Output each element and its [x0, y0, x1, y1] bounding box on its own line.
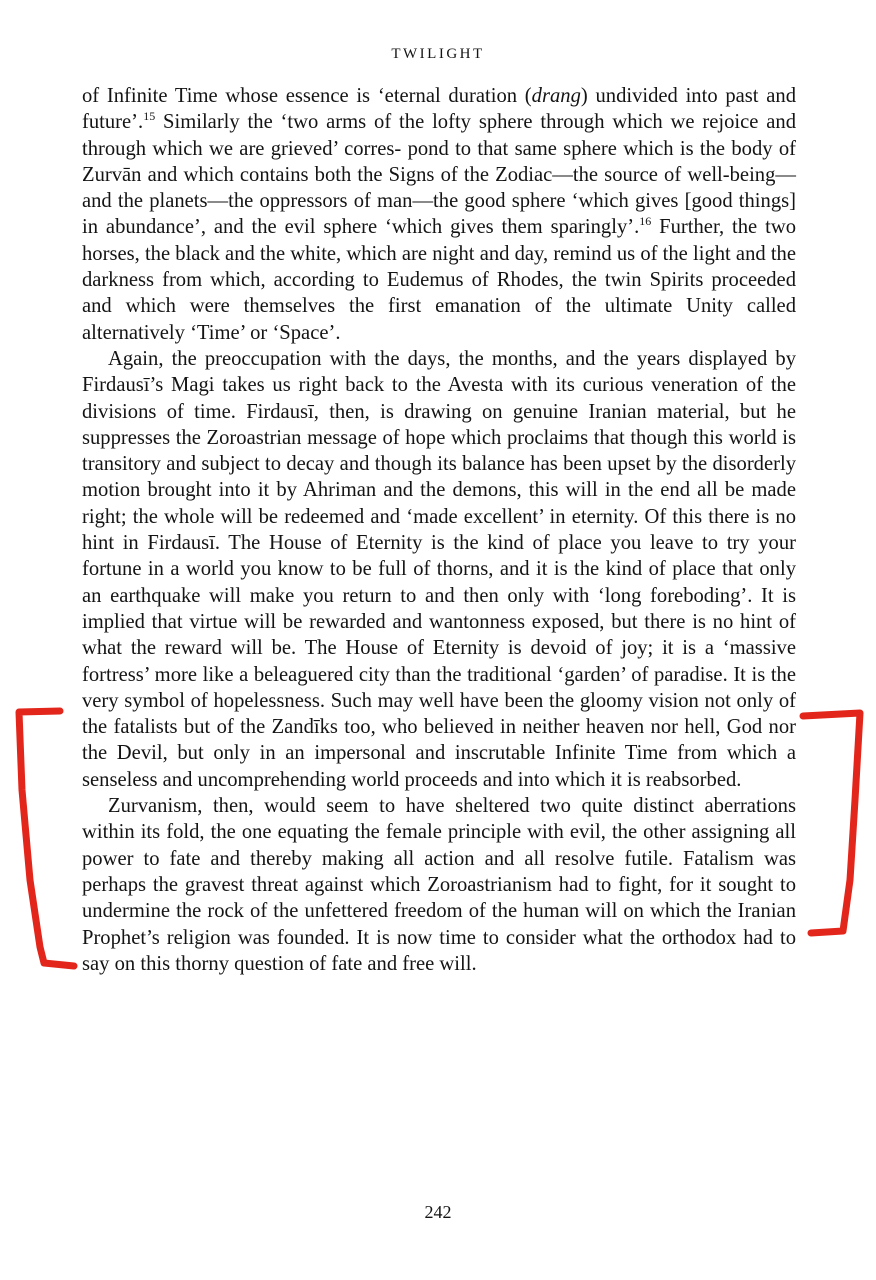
paragraph-3-text: Zurvanism, then, would seem to have sheltered two quite distinct aberrations within its fold, the one equating the female principle with evil, the other assigning all power to fate and thereby making all action and all resolve futile. Fatalism was perhaps the gravest threat against which Zoroastrianism had to fight, for it sought to undermine the rock of the unfettered freedom of the human will on which the Iranian Prophet’s religion was founded. It is now time to consider what the orthodox had to say on this thorny question of fate and free will. — [82, 795, 796, 975]
body-text — [82, 83, 796, 977]
footnote-ref-16[interactable]: 16 — [639, 214, 652, 229]
paragraph-1-text: Similarly the ‘two arms of the lofty sphere through which we rejoice and through which we are grieved’ corres- pond to that same sphere which is the body of Zurvān and which contains both the Signs of the Zodiac—the source of well-being—and the planets—the oppressors of man—the good sphere ‘which gives [good things] in abundance’, and the evil sphere ‘which gives them sparingly’. — [82, 111, 796, 239]
left-bracket-mark — [19, 711, 74, 966]
paragraph-1-text: ) undivided into past and future’. — [82, 85, 797, 134]
paragraph-1-text: of Infinite Time whose essence is ‘eternal duration ( — [82, 85, 532, 107]
right-bracket-mark — [803, 713, 860, 933]
paragraph-1-text: Further, the two horses, the black and the white, which are night and day, remind us of the light and the darkness from which, according to Eudemus of Rhodes, the twin Spirits proceeded and which were themselves the first emanation of the ultimate Unity called alternatively ‘Time’ or ‘Space’. — [82, 216, 796, 344]
paragraph-2 — [82, 346, 796, 793]
paragraph-1 — [82, 83, 796, 346]
page-number: 242 — [424, 1202, 452, 1222]
drang-term: drang — [531, 85, 581, 107]
footnote-ref-15[interactable]: 15 — [143, 109, 156, 124]
running-head: TWILIGHT — [391, 46, 485, 62]
paragraph-2-text: Again, the preoccupation with the days, the months, and the years displayed by Firdausī’s Magi takes us right back to the Avesta with its curious veneration of the divisions of time. Firdausī, then, is drawing on genuine Iranian material, but he suppresses the Zoroastrian message of hope which proclaims that though this world is transitory and subject to decay and though its balance has been upset by the disorderly motion brought into it by Ahriman and the demons, this will in the end all be made right; the whole will be redeemed and ‘made excellent’ in eternity. Of this there is no hint in Firdausī. The House of Eternity is the kind of place you leave to try your fortune in a world you know to be full of thorns, and it is the kind of place that only an earthquake will make you return to and then only with ‘long foreboding’. It is implied that virtue will be rewarded and wantonness exposed, but there is no hint of what the reward will be. The House of Eternity is devoid of joy; it is a ‘massive fortress’ more like a beleaguered city than the traditional ‘garden’ of paradise. It is the very symbol of hopelessness. Such may well have been the gloomy vision not only of the fatalists but of the Zandīks too, who believed in neither heaven nor hell, God nor the Devil, but only in an impersonal and inscrutable Infinite Time from which a senseless and uncomprehending world proceeds and into which it is reabsorbed. — [82, 347, 796, 791]
paragraph-3 — [82, 793, 796, 977]
